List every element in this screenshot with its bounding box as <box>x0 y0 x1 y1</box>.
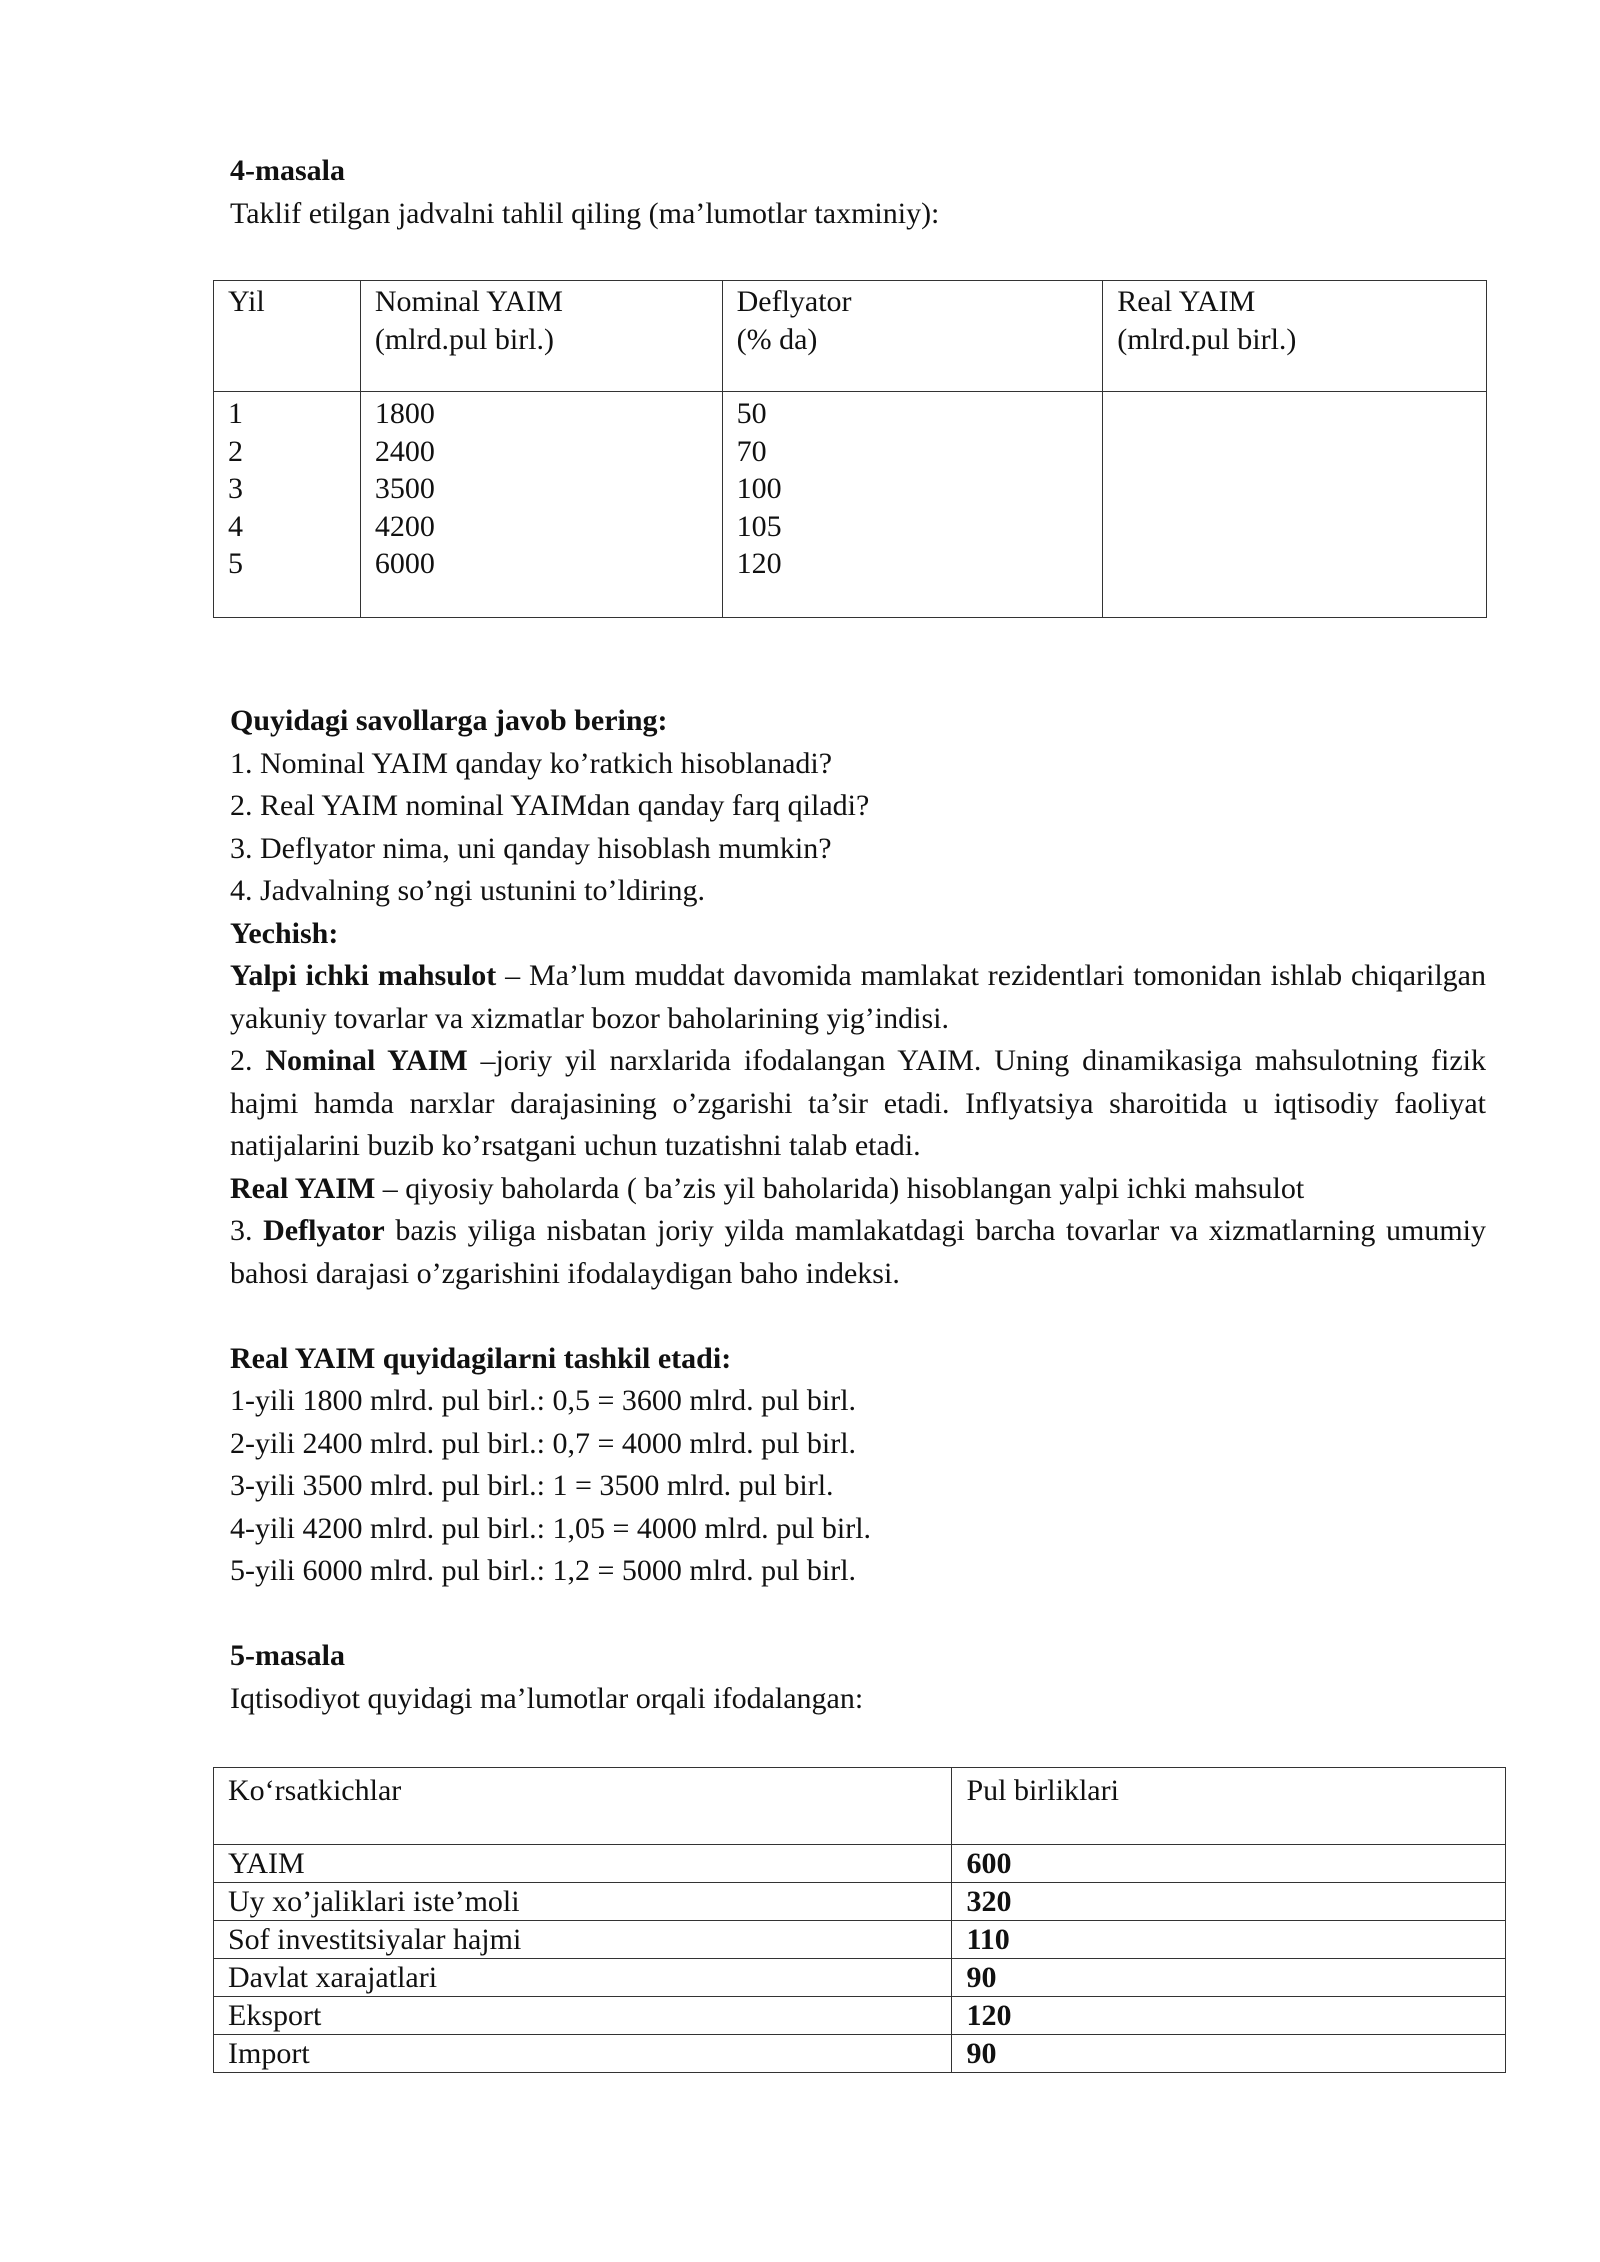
solution-title: Yechish: <box>230 916 339 950</box>
gdp-definition: Yalpi ichki mahsulot – Ma’lum muddat davomida mamlakat rezidentlari tomonidan ishlab chiqarilgan yakuniy tovarlar va xizmatlar bozor baholarining yig’indisi. <box>230 959 1486 1035</box>
gdp-table-body <box>214 392 1487 618</box>
header-nominal: Nominal YAIM (mlrd.pul birl.) <box>360 281 722 392</box>
question-item: 3. Deflyator nima, uni qanday hisoblash mumkin? <box>230 831 832 865</box>
economy-table-header <box>214 1768 1506 1845</box>
table-row: Eksport 120 <box>214 1997 1506 2035</box>
task5-intro: Iqtisodiyot quyidagi ma’lumotlar orqali ifodalangan: <box>230 1681 864 1715</box>
header-real: Real YAIM (mlrd.pul birl.) <box>1103 281 1487 392</box>
real-gdp-line: 4-yili 4200 mlrd. pul birl.: 1,05 = 4000 mlrd. pul birl. <box>230 1511 872 1545</box>
header-year: Yil <box>214 281 361 392</box>
header-deflator: Deflyator (% da) <box>722 281 1103 392</box>
deflator-definition: 3. Deflyator bazis yiliga nisbatan joriy yilda mamlakatdagi barcha tovarlar va xizmatlarning umumiy bahosi darajasi o’zgarishini ifodalaydigan baho indeksi. <box>230 1214 1487 1290</box>
nominal-cell: 1800 2400 3500 4200 6000 <box>360 392 722 618</box>
table-row: YAIM 600 <box>214 1845 1506 1883</box>
task4-body <box>230 700 1486 1720</box>
years-cell: 1 2 3 4 5 <box>214 392 361 618</box>
real-gdp-line: 2-yili 2400 mlrd. pul birl.: 0,7 = 4000 mlrd. pul birl. <box>230 1426 857 1460</box>
question-item: 1. Nominal YAIM qanday ko’ratkich hisoblanadi? <box>230 746 833 780</box>
nominal-gdp-definition: 2. Nominal YAIM –joriy yil narxlarida ifodalangan YAIM. Uning dinamikasiga mahsulotning fizik hajmi hamda narxlar darajasining o’zgarishi ta’sir etadi. Inflyatsiya sharoitida u iqtisodiy faoliyat natijalarini buzib ko’rsatgani uchun tuzatishni talab etadi. <box>230 1044 1487 1162</box>
questions-title: Quyidagi savollarga javob bering: <box>230 704 668 737</box>
question-item: 4. Jadvalning so’ngi ustunini to’ldiring. <box>230 874 705 907</box>
table-row: Import 90 <box>214 2035 1506 2073</box>
real-gdp-line: 5-yili 6000 mlrd. pul birl.: 1,2 = 5000 mlrd. pul birl. <box>230 1554 857 1587</box>
task5-title: 5-masala <box>230 1639 345 1672</box>
deflator-cell: 50 70 100 105 120 <box>722 392 1103 618</box>
task4-header <box>230 150 1486 235</box>
real-gdp-title: Real YAIM quyidagilarni tashkil etadi: <box>230 1341 732 1375</box>
economy-table <box>213 1767 1506 2073</box>
task4-title: 4-masala <box>230 154 345 187</box>
table-row: Sof investitsiyalar hajmi 110 <box>214 1921 1506 1959</box>
gdp-table <box>213 280 1487 618</box>
real-gdp-line: 1-yili 1800 mlrd. pul birl.: 0,5 = 3600 mlrd. pul birl. <box>230 1384 857 1417</box>
table-row: Uy xo’jaliklari iste’moli 320 <box>214 1883 1506 1921</box>
real-cell-empty <box>1103 392 1487 618</box>
table-row: Davlat xarajatlari 90 <box>214 1959 1506 1997</box>
real-gdp-line: 3-yili 3500 mlrd. pul birl.: 1 = 3500 mlrd. pul birl. <box>230 1469 834 1502</box>
header-money-units: Pul birliklari <box>952 1768 1506 1845</box>
question-item: 2. Real YAIM nominal YAIMdan qanday farq qiladi? <box>230 789 870 822</box>
gdp-table-header <box>214 281 1487 392</box>
header-indicators: Ko‘rsatkichlar <box>214 1768 952 1845</box>
real-gdp-definition: Real YAIM – qiyosiy baholarda ( ba’zis yil baholarida) hisoblangan yalpi ichki mahsulot <box>230 1171 1305 1205</box>
task4-intro: Taklif etilgan jadvalni tahlil qiling (ma’lumotlar taxminiy): <box>230 196 940 230</box>
